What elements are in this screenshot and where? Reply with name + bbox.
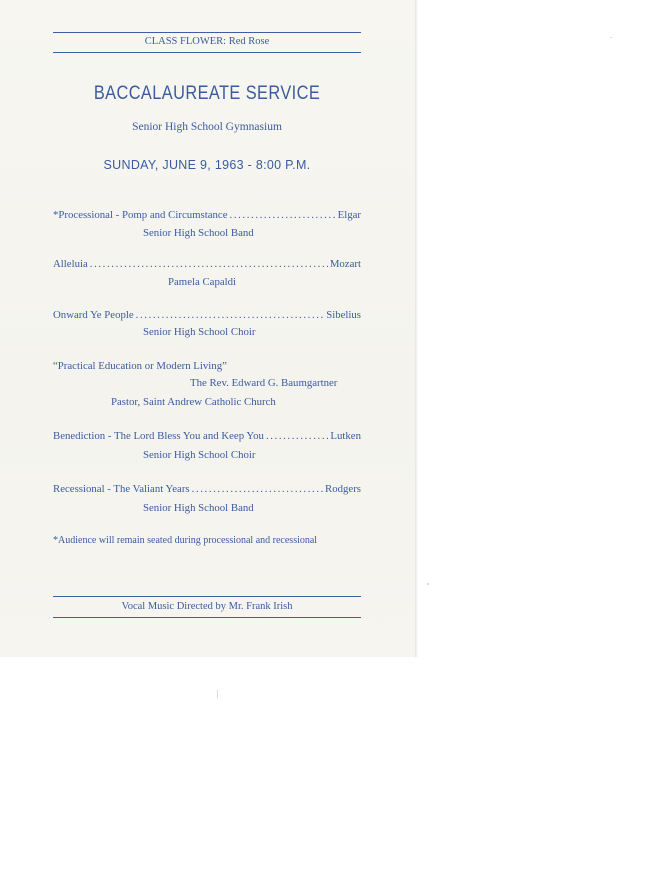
program-item-alleluia — [53, 258, 361, 270]
scan-speck — [610, 37, 612, 38]
item-performer: Senior High School Band — [143, 227, 254, 239]
item-title: Benediction - The Lord Bless You and Keep You — [53, 430, 264, 442]
dot-leader — [230, 209, 336, 221]
program-item-benediction — [53, 430, 361, 442]
program-item-recessional — [53, 483, 361, 495]
scan-speck — [217, 690, 218, 698]
item-composer: Lutken — [330, 430, 361, 442]
page-fold-shadow — [415, 0, 418, 657]
scan-speck — [427, 583, 429, 585]
item-composer: Rodgers — [325, 483, 361, 495]
class-flower: CLASS FLOWER: Red Rose — [144, 36, 270, 47]
address-title: “Practical Education or Modern Living” — [53, 360, 227, 372]
bottom-rule-lower — [53, 617, 361, 618]
item-title: *Processional - Pomp and Circumstance — [53, 209, 228, 221]
speaker-role: Pastor, Saint Andrew Catholic Church — [111, 396, 276, 408]
bottom-rule-upper — [53, 596, 361, 597]
speaker-name: The Rev. Edward G. Baumgartner — [190, 377, 338, 389]
item-performer: Pamela Capaldi — [168, 276, 237, 288]
item-composer: Sibelius — [326, 309, 361, 321]
date-time: SUNDAY, JUNE 9, 1963 - 8:00 P.M. — [103, 158, 311, 172]
item-title: Onward Ye People — [53, 309, 134, 321]
service-title: BACCALAUREATE SERVICE — [93, 83, 321, 104]
item-title: Alleluia — [53, 258, 88, 270]
top-rule-lower — [53, 52, 361, 53]
item-performer: Senior High School Choir — [143, 449, 256, 461]
audience-note: *Audience will remain seated during processional and recessional — [53, 535, 318, 546]
program-item-processional — [53, 209, 361, 221]
top-rule-upper — [53, 32, 361, 33]
item-composer: Mozart — [329, 258, 361, 270]
item-title: Recessional - The Valiant Years — [53, 483, 190, 495]
program-item-onward — [53, 309, 361, 321]
dot-leader — [136, 309, 325, 321]
venue: Senior High School Gymnasium — [132, 121, 282, 133]
dot-leader — [90, 258, 328, 270]
footer-credit: Vocal Music Directed by Mr. Frank Irish — [121, 601, 293, 612]
dot-leader — [266, 430, 328, 442]
dot-leader — [192, 483, 323, 495]
item-composer: Elgar — [337, 209, 361, 221]
item-performer: Senior High School Band — [143, 502, 254, 514]
item-performer: Senior High School Choir — [143, 326, 256, 338]
